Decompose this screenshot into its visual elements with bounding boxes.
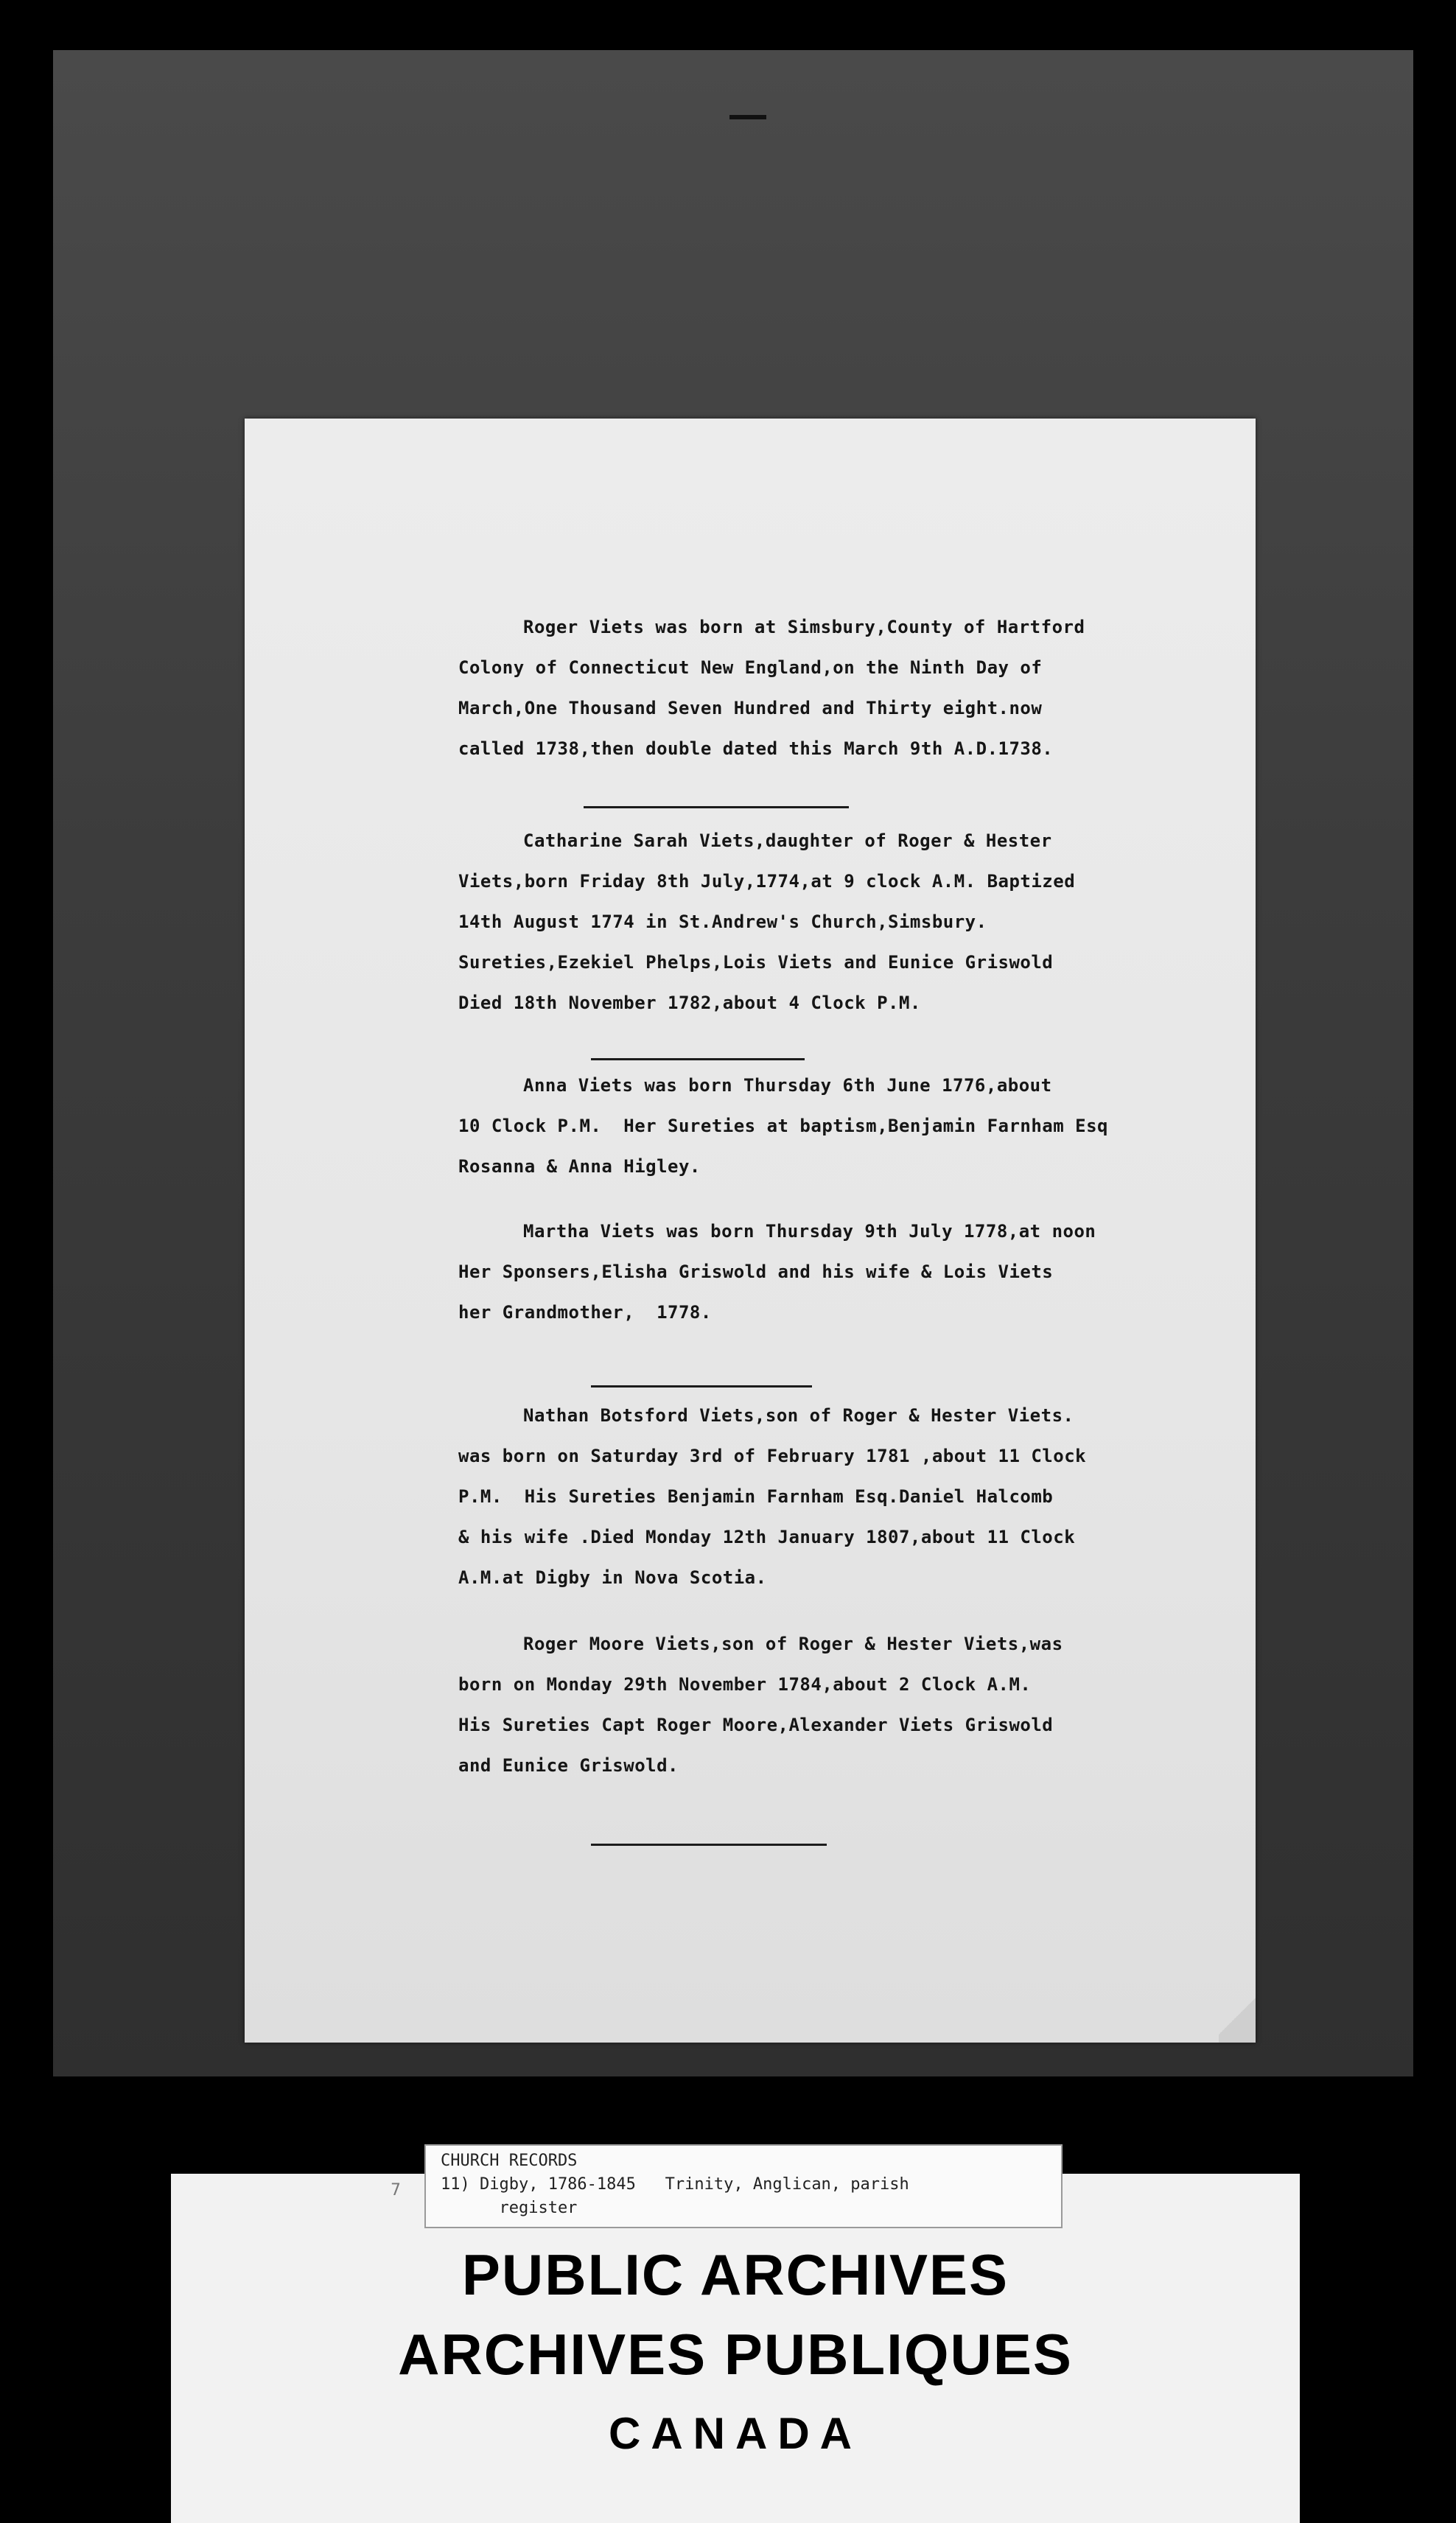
entry-line: Viets,born Friday 8th July,1774,at 9 clock A.M. Baptized [458,871,1076,892]
entry-line: Colony of Connecticut New England,on the Ninth Day of [458,657,1043,678]
tag-reference-cont: register [441,2199,578,2217]
tag-category: CHURCH RECORDS [441,2152,578,2170]
register-page [245,419,1256,2043]
separator-rule [591,1385,812,1388]
entry-line: Roger Viets was born at Simsbury,County of Hartford [523,617,1085,637]
entry-line: A.M.at Digby in Nova Scotia. [458,1567,767,1588]
separator-rule [591,1844,827,1846]
entry-line: called 1738,then double dated this March 9th A.D.1738. [458,738,1054,759]
entry-line: Died 18th November 1782,about 4 Clock P.M. [458,993,921,1013]
entry-line: Catharine Sarah Viets,daughter of Roger & Hester [523,830,1052,851]
entry-line: Nathan Botsford Viets,son of Roger & Hester Viets. [523,1405,1074,1426]
entry-line: Anna Viets was born Thursday 6th June 1776,about [523,1075,1052,1096]
archive-reference-tag [424,2144,1063,2228]
entry-line: His Sureties Capt Roger Moore,Alexander Viets Griswold [458,1715,1054,1735]
entry-line: Sureties,Ezekiel Phelps,Lois Viets and Eunice Griswold [458,952,1054,973]
entry-line: was born on Saturday 3rd of February 1781 ,about 11 Clock [458,1446,1087,1466]
entry-line: her Grandmother, 1778. [458,1302,712,1323]
separator-rule [584,806,849,808]
entry-line: P.M. His Sureties Benjamin Farnham Esq.Daniel Halcomb [458,1486,1054,1507]
separator-rule [591,1058,805,1060]
entry-line: 10 Clock P.M. Her Sureties at baptism,Benjamin Farnham Esq [458,1116,1109,1136]
entry-line: Rosanna & Anna Higley. [458,1156,701,1177]
entry-line: born on Monday 29th November 1784,about 2 Clock A.M. [458,1674,1032,1695]
entry-line: & his wife .Died Monday 12th January 1807,about 11 Clock [458,1527,1076,1547]
paper-curled-corner [1219,1990,1256,2043]
entry-line: Martha Viets was born Thursday 9th July 1778,at noon [523,1221,1096,1242]
entry-line: Roger Moore Viets,son of Roger & Hester Viets,was [523,1634,1063,1654]
stamp-public-archives: PUBLIC ARCHIVES [461,2242,1009,2307]
entry-line: Her Sponsers,Elisha Griswold and his wife & Lois Viets [458,1262,1054,1282]
entry-line: and Eunice Griswold. [458,1755,679,1776]
stamp-archives-publiques: ARCHIVES PUBLIQUES [398,2322,1073,2387]
mount-tick-mark [729,115,766,119]
entry-line: March,One Thousand Seven Hundred and Thirty eight.now [458,698,1043,718]
tag-reference: 11) Digby, 1786-1845 Trinity, Anglican, parish [441,2175,909,2194]
stamp-canada: CANADA [609,2409,862,2458]
entry-line: 14th August 1774 in St.Andrew's Church,Simsbury. [458,911,987,932]
margin-mark: 7 [391,2181,401,2200]
